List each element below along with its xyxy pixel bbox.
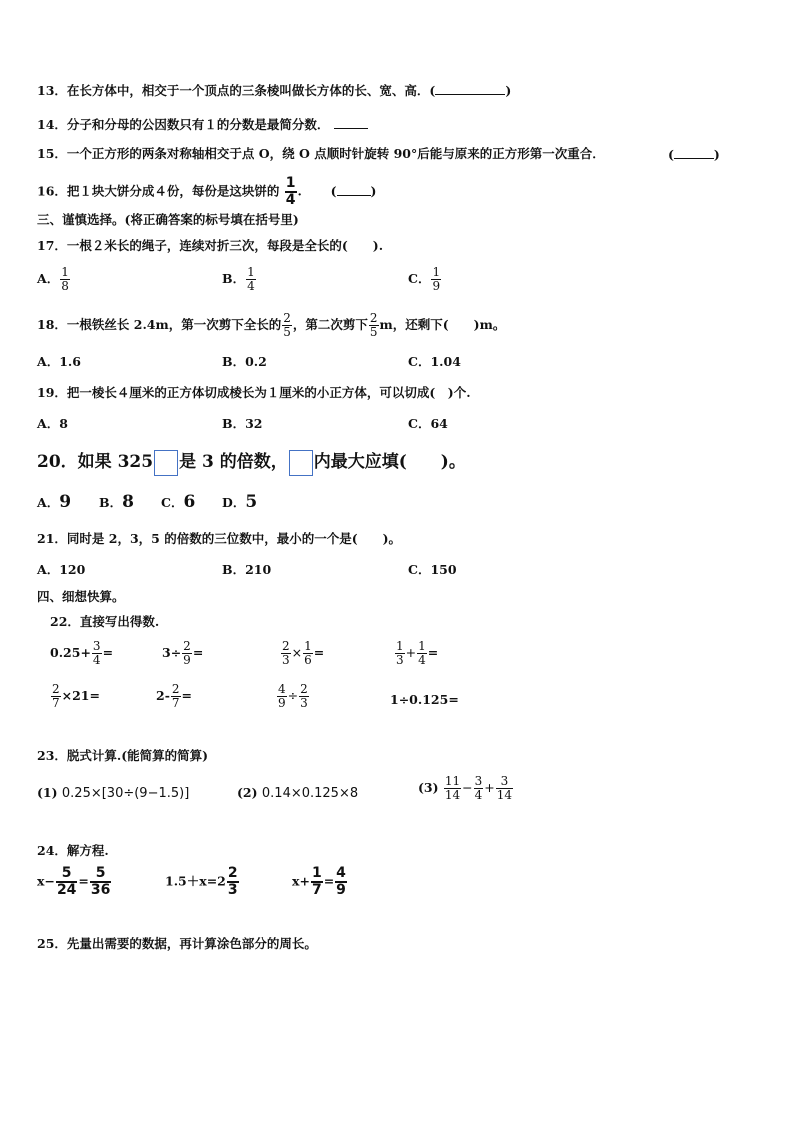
option-a[interactable]: A． $\frac{1}{8}$ xyxy=(37,265,69,293)
option-c[interactable]: C．1.04 xyxy=(408,354,461,369)
question-17: 17．一根２米长的绳子，连续对折三次，每段是全长的( ). xyxy=(37,238,384,253)
digit-box[interactable] xyxy=(289,450,313,476)
equation-2: 1.5＋x=2 $\frac{2}{3}$ xyxy=(165,865,238,898)
question-13-text: 13．在长方体中，相交于一个顶点的三条棱叫做长方体的长、宽、高．( xyxy=(37,83,436,98)
fraction: $\frac{1}{9}$ xyxy=(432,265,441,293)
question-18: 18．一根铁丝长 2.4m，第一次剪下全长的 $\frac{2}{5}$ ，第二次剪下 $\frac{2}{5}$ m，还剩下( )m。 xyxy=(37,311,506,339)
expr-23-3: (3) $\frac{11}{14}$ − $\frac{3}{4}$ + $\frac{3}{14}$ xyxy=(418,774,513,802)
answer-blank[interactable] xyxy=(674,146,714,159)
expr-r1c1: 0.25+ $\frac{3}{4}$ = xyxy=(50,639,114,667)
option-b[interactable]: B．0.2 xyxy=(222,354,267,369)
section-heading-4: 四、细想快算。 xyxy=(37,589,125,604)
option-b[interactable]: B．210 xyxy=(222,562,272,577)
question-16: 16．把１块大饼分成４份，每份是这块饼的 $\frac{1}{4}$ . ( ) xyxy=(37,175,377,208)
equation-1: x− $\frac{5}{24}$ = $\frac{5}{36}$ xyxy=(37,865,111,898)
option-a[interactable]: A．8 xyxy=(37,416,68,431)
expr-r1c2: 3÷ $\frac{2}{9}$ = xyxy=(162,639,204,667)
question-13: 13．在长方体中，相交于一个顶点的三条棱叫做长方体的长、宽、高．( ) xyxy=(37,83,512,98)
question-19: 19．把一棱长４厘米的正方体切成棱长为１厘米的小正方体，可以切成( )个. xyxy=(37,385,471,400)
answer-blank[interactable] xyxy=(337,183,371,196)
question-15-text: 15．一个正方形的两条对称轴相交于点 O，绕 O 点顺时针旋转 90°后能与原来的正方形第一次重合． xyxy=(37,146,605,161)
expr-r1c4: $\frac{1}{3}$ + $\frac{1}{4}$ = xyxy=(396,639,439,667)
expr-r2c2: 2- $\frac{2}{7}$ = xyxy=(156,682,193,710)
question-24-title: 24．解方程. xyxy=(37,843,109,858)
option-b[interactable]: B．8 xyxy=(99,492,134,512)
expr-23-1: (1) 0.25×[30÷(9−1.5)] xyxy=(37,785,190,801)
question-15 xyxy=(37,146,605,162)
answer-blank[interactable] xyxy=(435,82,505,95)
option-c[interactable]: C． $\frac{1}{9}$ xyxy=(408,265,441,293)
fraction: $\frac{2}{5}$ xyxy=(369,311,378,339)
option-a[interactable]: A．9 xyxy=(37,492,72,512)
question-16-text: 16．把１块大饼分成４份，每份是这块饼的 xyxy=(37,183,280,199)
option-c[interactable]: C．64 xyxy=(408,416,448,431)
option-b[interactable]: B．32 xyxy=(222,416,263,431)
fraction: $\frac{1}{4}$ xyxy=(247,265,255,293)
expr-r2c1: $\frac{2}{7}$ ×21= xyxy=(52,682,100,710)
option-d[interactable]: D．5 xyxy=(222,492,258,512)
expr-r2c3: $\frac{4}{9}$ ÷ $\frac{2}{3}$ xyxy=(278,682,308,710)
option-a[interactable]: A．120 xyxy=(37,562,86,577)
question-14 xyxy=(37,116,368,133)
question-25: 25．先量出需要的数据，再计算涂色部分的周长。 xyxy=(37,936,317,951)
question-14-text: 14．分子和分母的公因数只有１的分数是最简分数． xyxy=(37,117,330,132)
question-20: 20．如果 325 是 3 的倍数， 内最大应填( )。 xyxy=(37,449,466,476)
equation-3: x+ $\frac{1}{7}$ = $\frac{4}{9}$ xyxy=(292,865,346,898)
expr-r2c4: 1÷0.125= xyxy=(390,692,459,707)
fraction: $\frac{1}{8}$ xyxy=(61,265,69,293)
section-heading-3: 三、谨慎选择。(将正确答案的标号填在括号里) xyxy=(37,212,299,227)
digit-box[interactable] xyxy=(154,450,178,476)
option-c[interactable]: C．150 xyxy=(408,562,457,577)
question-23-title: 23．脱式计算.(能简算的简算) xyxy=(37,748,209,763)
question-15-answer: ( ) xyxy=(668,147,720,162)
question-22-title: 22．直接写出得数. xyxy=(50,614,160,629)
option-b[interactable]: B． $\frac{1}{4}$ xyxy=(222,265,255,293)
fraction: $\frac{1}{4}$ xyxy=(285,175,296,208)
option-a[interactable]: A．1.6 xyxy=(37,354,81,369)
option-c[interactable]: C．6 xyxy=(161,492,196,512)
expr-23-2: (2) 0.14×0.125×8 xyxy=(237,785,359,801)
fraction: $\frac{2}{5}$ xyxy=(283,311,291,339)
expr-r1c3: $\frac{2}{3}$ × $\frac{1}{6}$ = xyxy=(282,639,325,667)
question-21: 21．同时是 2，3，5 的倍数的三位数中，最小的一个是( )。 xyxy=(37,531,402,546)
answer-blank[interactable] xyxy=(334,116,368,129)
